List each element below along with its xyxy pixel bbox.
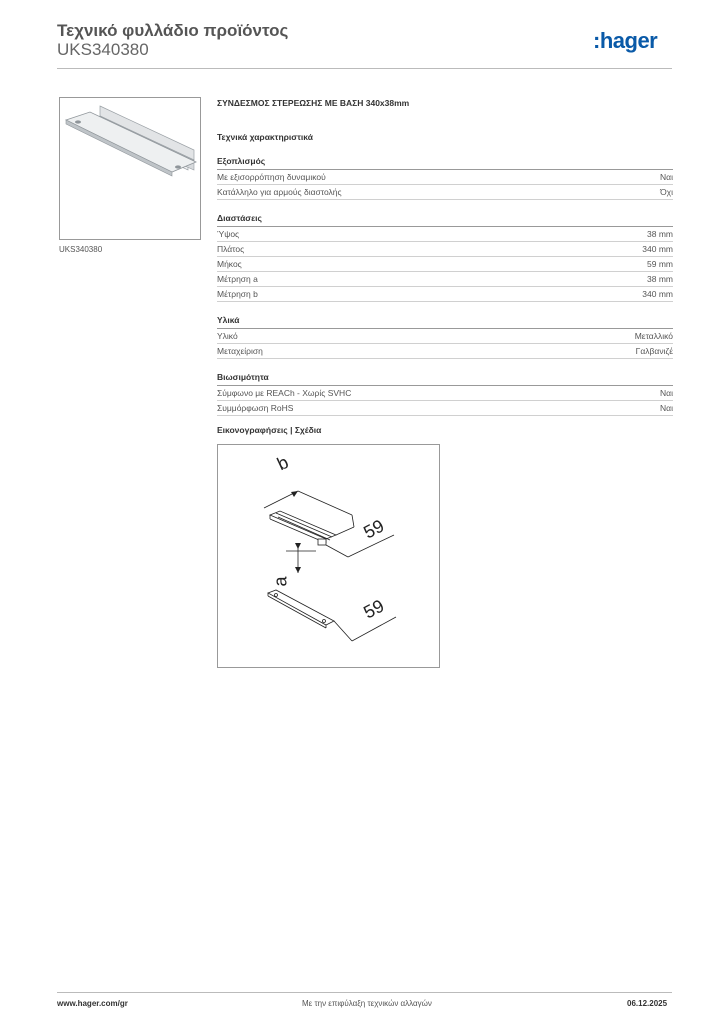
row-value: Μεταλλικό — [634, 331, 673, 341]
table-row — [217, 386, 673, 401]
section-label: Τεχνικά χαρακτηριστικά — [217, 132, 313, 142]
table-row — [217, 185, 673, 200]
row-label: Με εξισορρόπηση δυναμικού — [217, 172, 326, 182]
row-label: Ύψος — [217, 229, 240, 239]
table-row — [217, 242, 673, 257]
table-row — [217, 329, 673, 344]
group-dimensions — [217, 212, 673, 302]
footer-notice: Με την επιφύλαξη τεχνικών αλλαγών — [302, 999, 432, 1008]
group-title: Βιωσιμότητα — [217, 371, 673, 386]
row-value: Ναι — [660, 172, 673, 182]
hager-logo: :hager — [593, 28, 658, 53]
footer-website-link[interactable]: www.hager.com/gr — [57, 999, 128, 1008]
product-code: UKS340380 — [57, 40, 149, 59]
label-59-bottom: 59 — [360, 595, 388, 623]
group-sustainability — [217, 371, 673, 416]
row-value: Γαλβανιζέ — [635, 346, 673, 356]
header-divider — [57, 68, 672, 69]
row-label: Υλικό — [217, 331, 238, 341]
row-value: 340 mm — [642, 289, 673, 299]
row-label: Πλάτος — [217, 244, 245, 254]
row-label: Κατάλληλο για αρμούς διαστολής — [217, 187, 342, 197]
group-title: Διαστάσεις — [217, 212, 673, 227]
footer-date: 06.12.2025 — [627, 999, 668, 1008]
table-row — [217, 227, 673, 242]
product-photo — [59, 97, 201, 240]
row-value: 38 mm — [647, 274, 673, 284]
label-59-top: 59 — [360, 515, 388, 543]
row-label: Μήκος — [217, 259, 242, 269]
footer-divider — [57, 992, 672, 993]
row-value: 38 mm — [647, 229, 673, 239]
group-title: Υλικά — [217, 314, 673, 329]
table-row — [217, 257, 673, 272]
table-row — [217, 170, 673, 185]
product-title: ΣΥΝΔΕΣΜΟΣ ΣΤΕΡΕΩΣΗΣ ΜΕ ΒΑΣΗ 340x38mm — [217, 98, 410, 108]
document-title: Τεχνικό φυλλάδιο προϊόντος — [57, 21, 289, 40]
label-b: b — [274, 451, 292, 475]
label-a: a — [270, 576, 291, 587]
illustrations-title: Εικονογραφήσεις | Σχέδια — [217, 425, 322, 435]
row-label: Σύμφωνο με REACh - Χωρίς SVHC — [217, 388, 352, 398]
photo-caption: UKS340380 — [59, 245, 103, 254]
product-details — [217, 97, 673, 416]
group-title: Εξοπλισμός — [217, 155, 673, 170]
row-value: 59 mm — [647, 259, 673, 269]
row-value: Ναι — [660, 403, 673, 413]
table-row — [217, 272, 673, 287]
row-value: Όχι — [660, 187, 673, 197]
table-row — [217, 287, 673, 302]
dimension-drawing — [218, 445, 439, 667]
row-label: Συμμόρφωση RoHS — [217, 403, 294, 413]
table-row — [217, 401, 673, 416]
row-value: Ναι — [660, 388, 673, 398]
group-materials — [217, 314, 673, 359]
row-label: Μεταχείριση — [217, 346, 263, 356]
technical-drawing — [217, 444, 440, 668]
row-value: 340 mm — [642, 244, 673, 254]
row-label: Μέτρηση a — [217, 274, 258, 284]
row-label: Μέτρηση b — [217, 289, 258, 299]
table-row — [217, 344, 673, 359]
group-equipment — [217, 155, 673, 200]
bracket-photo-illustration — [60, 98, 200, 239]
